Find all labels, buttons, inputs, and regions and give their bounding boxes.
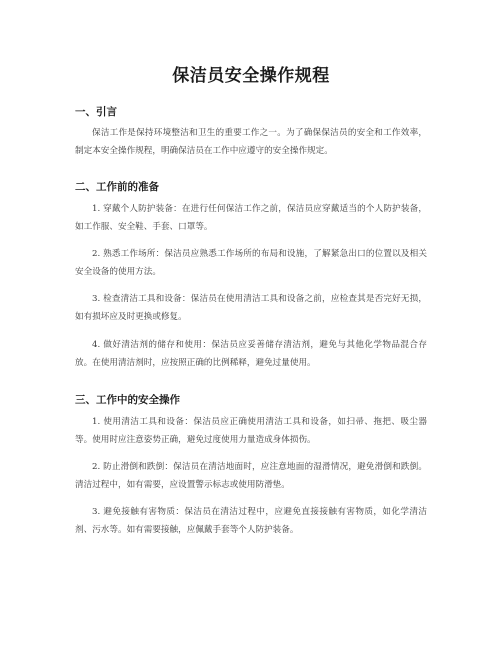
paragraph: 3. 避免接触有害物质：保洁员在清洁过程中，应避免直接接触有害物质，如化学清洁剂、污水等。如有需要接触，应佩戴手套等个人防护装备。 [75, 507, 427, 535]
paragraph: 2. 熟悉工作场所：保洁员应熟悉工作场所的布局和设施，了解紧急出口的位置以及相关安全设备的使用方法。 [75, 249, 427, 277]
paragraph: 保洁工作是保持环境整洁和卫生的重要工作之一。为了确保保洁员的安全和工作效率，制定本安全操作规程，明确保洁员在工作中应遵守的安全操作规定。 [75, 128, 427, 156]
paragraph: 1. 使用清洁工具和设备：保洁员应正确使用清洁工具和设备，如扫帚、拖把、吸尘器等。使用时应注意姿势正确，避免过度使用力量造成身体损伤。 [75, 417, 427, 445]
paragraph: 2. 防止滑倒和跌倒：保洁员在清洁地面时，应注意地面的湿滑情况，避免滑倒和跌倒。清洁过程中，如有需要，应设置警示标志或使用防滑垫。 [75, 462, 427, 490]
section-heading-operations: 三、工作中的安全操作 [75, 394, 180, 406]
section-heading-intro: 一、引言 [75, 106, 117, 118]
document-title: 保洁员安全操作规程 [172, 66, 330, 86]
paragraph: 1. 穿戴个人防护装备：在进行任何保洁工作之前，保洁员应穿戴适当的个人防护装备，如工作服、安全鞋、手套、口罩等。 [75, 204, 427, 232]
paragraph: 3. 检查清洁工具和设备：保洁员在使用清洁工具和设备之前，应检查其是否完好无损，如有损坏应及时更换或修复。 [75, 294, 427, 322]
paragraph: 4. 做好清洁剂的储存和使用：保洁员应妥善储存清洁剂，避免与其他化学物品混合存放。在使用清洁剂时，应按照正确的比例稀释，避免过量使用。 [75, 340, 427, 368]
section-heading-preparation: 二、工作前的准备 [75, 181, 159, 193]
